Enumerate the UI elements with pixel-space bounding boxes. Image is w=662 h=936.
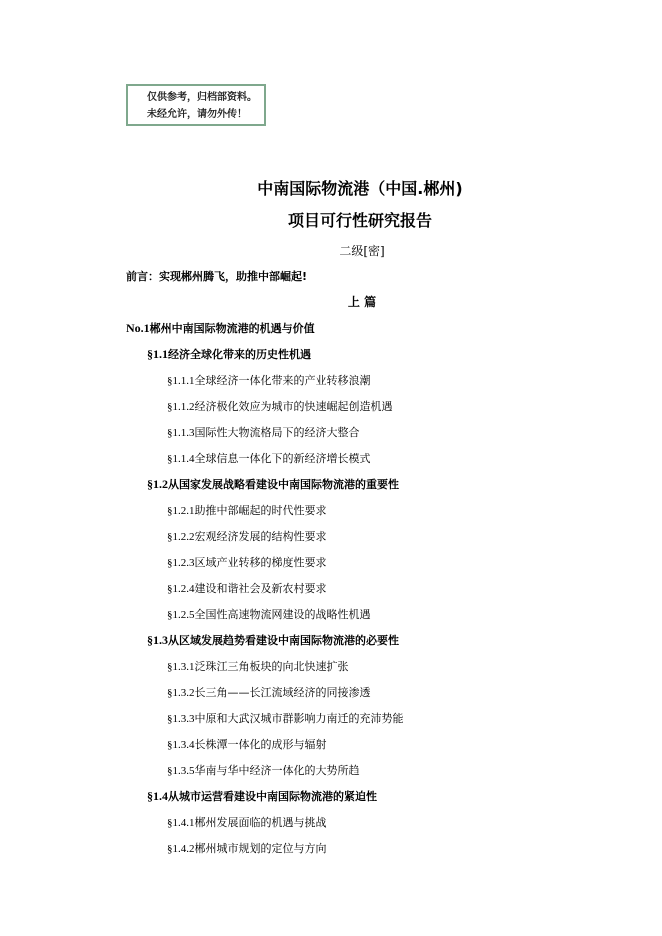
toc-number: §1.3.1 bbox=[167, 661, 195, 673]
toc-section-heading bbox=[147, 788, 377, 804]
toc-text: 助推中部崛起的时代性要求 bbox=[194, 504, 327, 517]
toc-text: 从区域发展趋势看建设中南国际物流港的必要性 bbox=[168, 634, 399, 647]
toc-text: 区域产业转移的梯度性要求 bbox=[194, 556, 327, 569]
toc-number: §1.3.3 bbox=[167, 713, 195, 725]
toc-number: §1.2.3 bbox=[167, 557, 195, 569]
toc-subsection-item bbox=[167, 554, 327, 570]
toc-number: §1.3.5 bbox=[167, 765, 195, 777]
notice-line-2: 未经允许，请勿外传！ bbox=[147, 109, 247, 120]
toc-number: §1.2.5 bbox=[167, 609, 195, 621]
toc-subsection-item bbox=[167, 710, 404, 726]
toc-text: 全球信息一体化下的新经济增长模式 bbox=[194, 452, 371, 465]
toc-subsection-item bbox=[167, 528, 327, 544]
toc-subsection-item bbox=[167, 762, 360, 778]
toc-number: §1.4 bbox=[147, 789, 168, 803]
toc-subsection-item bbox=[167, 450, 371, 466]
toc-text: 宏观经济发展的结构性要求 bbox=[194, 530, 327, 543]
toc-number: §1.3.2 bbox=[167, 687, 195, 699]
toc-subsection-item bbox=[167, 684, 371, 700]
toc-text: 泛珠江三角板块的向北快速扩张 bbox=[194, 660, 349, 673]
part-label: 上 篇 bbox=[347, 295, 377, 309]
toc-number: §1.4.1 bbox=[167, 817, 195, 829]
toc-text: 全国性高速物流网建设的战略性机遇 bbox=[194, 608, 371, 621]
toc-section-heading bbox=[147, 632, 399, 648]
document-subtitle: 项目可行性研究报告 bbox=[287, 211, 432, 230]
document-title: 中南国际物流港（中国.郴州) bbox=[257, 179, 463, 198]
toc-text: 长株潭一体化的成形与辐射 bbox=[194, 738, 327, 751]
chapter-title: 郴州中南国际物流港的机遇与价值 bbox=[149, 322, 315, 335]
toc-text: 国际性大物流格局下的经济大整合 bbox=[194, 426, 360, 439]
toc-number: §1.1.3 bbox=[167, 427, 195, 439]
notice-line-1: 仅供参考，归档部资料。 bbox=[147, 92, 257, 103]
toc-subsection-item bbox=[167, 840, 327, 856]
toc-section-heading bbox=[147, 476, 399, 492]
toc-subsection-item bbox=[167, 424, 360, 440]
security-level: 二级[密] bbox=[339, 244, 385, 258]
toc-text: 中原和大武汉城市群影响力南迁的充沛势能 bbox=[194, 712, 404, 725]
toc-subsection-item bbox=[167, 502, 327, 518]
toc-subsection-item bbox=[167, 580, 327, 596]
toc-number: §1.1.4 bbox=[167, 453, 195, 465]
toc-text: 华南与华中经济一体化的大势所趋 bbox=[194, 764, 360, 777]
toc-subsection-item bbox=[167, 398, 393, 414]
toc-subsection-item bbox=[167, 372, 371, 388]
toc-number: §1.2 bbox=[147, 477, 168, 491]
toc-text: 长三角——长江流域经济的同接渗透 bbox=[194, 686, 371, 699]
toc-number: §1.2.2 bbox=[167, 531, 195, 543]
toc-text: 经济全球化带来的历史性机遇 bbox=[168, 348, 311, 361]
chapter-number: No.1 bbox=[126, 321, 150, 335]
toc-text: 郴州城市规划的定位与方向 bbox=[194, 842, 327, 855]
toc-number: §1.1 bbox=[147, 347, 168, 361]
toc-subsection-item bbox=[167, 814, 327, 830]
toc-subsection-item bbox=[167, 736, 327, 752]
toc-number: §1.1.1 bbox=[167, 375, 195, 387]
toc-section-heading bbox=[147, 346, 311, 362]
toc-subsection-item bbox=[167, 658, 349, 674]
preface-heading: 前言：实现郴州腾飞，助推中部崛起! bbox=[126, 270, 308, 283]
toc-number: §1.3.4 bbox=[167, 739, 195, 751]
chapter-heading bbox=[126, 320, 315, 336]
toc-subsection-item bbox=[167, 606, 371, 622]
toc-number: §1.2.4 bbox=[167, 583, 195, 595]
toc-number: §1.2.1 bbox=[167, 505, 195, 517]
toc-text: 经济极化效应为城市的快速崛起创造机遇 bbox=[194, 400, 393, 413]
toc-text: 从国家发展战略看建设中南国际物流港的重要性 bbox=[168, 478, 399, 491]
toc-text: 建设和谐社会及新农村要求 bbox=[194, 582, 327, 595]
toc-number: §1.1.2 bbox=[167, 401, 195, 413]
toc-text: 全球经济一体化带来的产业转移浪潮 bbox=[194, 374, 371, 387]
toc-text: 郴州发展面临的机遇与挑战 bbox=[194, 816, 327, 829]
toc-text: 从城市运营看建设中南国际物流港的紧迫性 bbox=[168, 790, 377, 803]
toc-number: §1.3 bbox=[147, 633, 168, 647]
confidential-notice-box bbox=[126, 84, 266, 126]
toc-number: §1.4.2 bbox=[167, 843, 195, 855]
